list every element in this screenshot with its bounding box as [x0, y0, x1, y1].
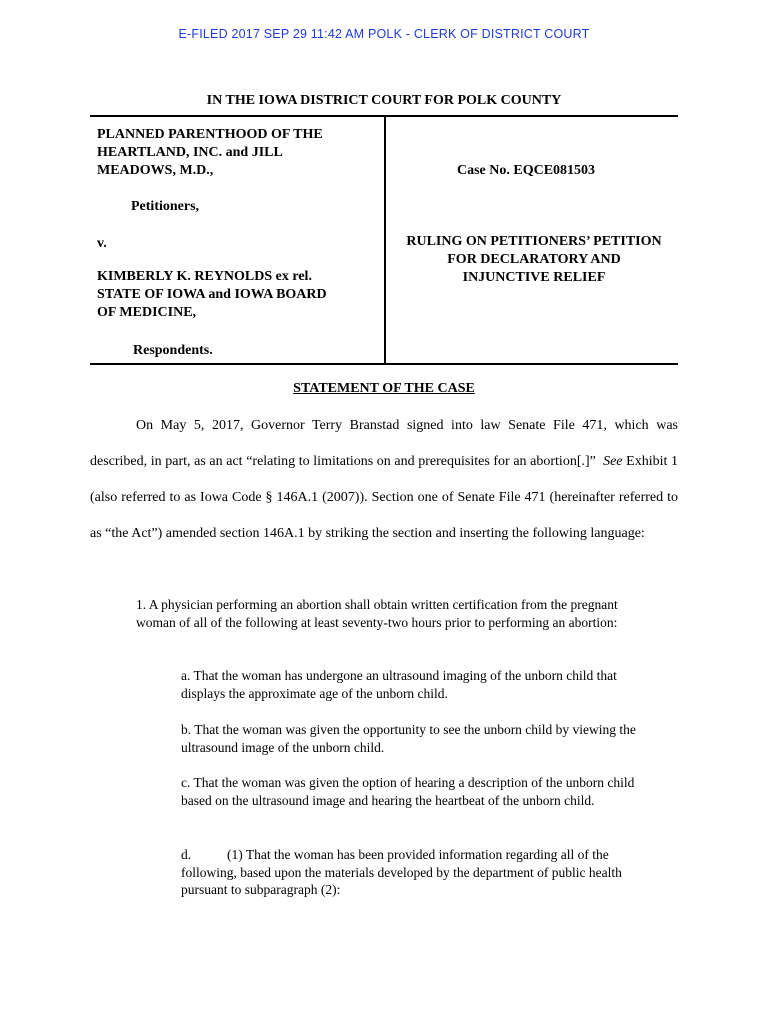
respondent-line: STATE OF IOWA and IOWA BOARD — [97, 287, 327, 302]
respondent-line: OF MEDICINE, — [97, 305, 197, 320]
section-heading: STATEMENT OF THE CASE — [293, 381, 475, 396]
quote-item-d — [181, 846, 636, 899]
ruling-line: INJUNCTIVE RELIEF — [462, 270, 606, 285]
body-paragraph — [90, 408, 678, 552]
respondents-label: Respondents. — [133, 343, 213, 358]
petitioner-names — [97, 126, 367, 180]
efiled-stamp: E-FILED 2017 SEP 29 11:42 AM POLK - CLERK OF DISTRICT COURT — [178, 27, 590, 41]
ruling-line: FOR DECLARATORY AND — [447, 252, 621, 267]
case-number: Case No. EQCE081503 — [457, 163, 596, 178]
petitioner-line: HEARTLAND, INC. and JILL — [97, 145, 283, 160]
quote-item-b: b. That the woman was given the opportunity to see the unborn child by viewing the ultrasound image of the unborn child. — [181, 722, 636, 755]
quote-item-d-label: d. — [181, 847, 192, 862]
quote-item-1: 1. A physician performing an abortion shall obtain written certification from the pregnant woman of all of the following at least seventy-two hours prior to performing an abortion: — [136, 597, 618, 630]
ruling-line: RULING ON PETITIONERS’ PETITION — [406, 234, 662, 249]
court-title: IN THE IOWA DISTRICT COURT FOR POLK COUNTY — [206, 93, 562, 108]
case-caption — [90, 115, 678, 365]
quote-item-a: a. That the woman has undergone an ultrasound imaging of the unborn child that displays the approximate age of the unborn child. — [181, 668, 617, 701]
caption-divider — [384, 117, 386, 363]
petitioner-line: PLANNED PARENTHOOD OF THE — [97, 127, 323, 142]
quote-item-c: c. That the woman was given the option of hearing a description of the unborn child based on the ultrasound image and hearing the heartbeat of the unborn child. — [181, 775, 635, 808]
paragraph-text: Exhibit 1 (also referred to as Iowa Code § 146A.1 (2007)). Section one of Senate File 471 (hereinafter referred to as “the Act”) amended section 146A.1 by striking the section and inserting the following language: — [90, 454, 678, 541]
versus-label: v. — [97, 236, 107, 251]
ruling-title — [390, 233, 678, 287]
petitioner-line: MEADOWS, M.D., — [97, 163, 214, 178]
respondent-names — [97, 268, 367, 322]
respondent-line: KIMBERLY K. REYNOLDS ex rel. — [97, 269, 312, 284]
petitioners-label: Petitioners, — [131, 199, 200, 214]
see-signal: See — [603, 454, 623, 469]
paragraph-text: On May 5, 2017, Governor Terry Branstad signed into law Senate File 471, which was described, in part, as an act “relating to limitations on and prerequisites for an abortion[.]” — [90, 418, 678, 469]
quote-item-d-text: (1) That the woman has been provided information regarding all of the following, based upon the materials developed by the department of public health pursuant to subparagraph (2): — [181, 847, 622, 897]
